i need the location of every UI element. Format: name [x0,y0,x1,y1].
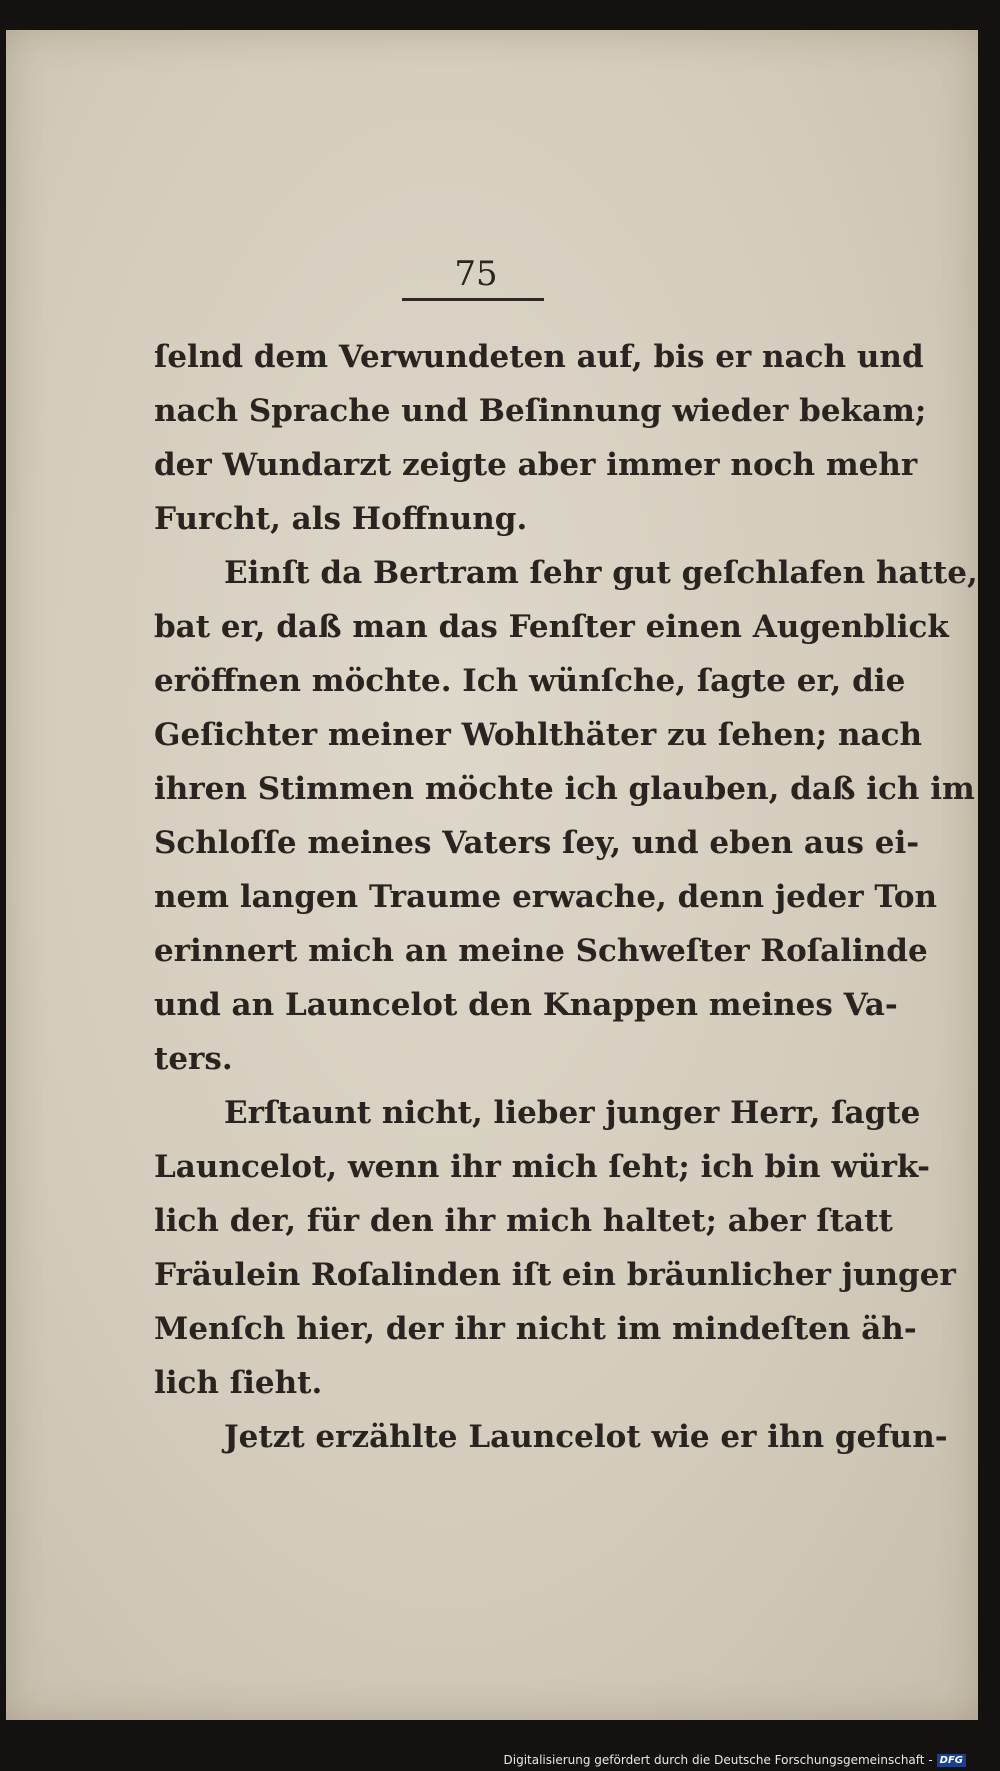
text-line: Geſichter meiner Wohlthäter zu ſehen; nach [154,717,923,753]
book-page [6,30,978,1720]
dfg-logo: DFG [937,1754,966,1767]
text-line: Einſt da Bertram ſehr gut geſchlafen hatte, [224,555,978,591]
text-line: nem langen Traume erwache, denn jeder Ton [154,879,938,915]
text-line: eröffnen möchte. Ich wünſche, ſagte er, die [154,663,906,699]
text-line: bat er, daß man das Fenſter einen Augenblick [154,609,949,645]
text-line: Schloſſe meines Vaters ſey, und eben aus ei- [154,825,920,861]
text-line: Menſch hier, der ihr nicht im mindeſten äh- [154,1311,917,1347]
page-number-rule [402,298,544,301]
text-line: Fräulein Roſalinden iſt ein bräunlicher junger [154,1257,956,1293]
page-number: 75 [454,254,498,294]
text-line: erinnert mich an meine Schweſter Roſalinde [154,933,928,969]
text-line: lich ſieht. [154,1365,323,1401]
text-line: ſelnd dem Verwundeten auf, bis er nach und [154,339,924,375]
text-line: lich der, für den ihr mich haltet; aber ſtatt [154,1203,893,1239]
text-line: nach Sprache und Beſinnung wieder bekam; [154,393,927,429]
text-line: ters. [154,1041,233,1077]
text-line: Jetzt erzählte Launcelot wie er ihn gefun- [224,1419,948,1455]
text-line: Launcelot, wenn ihr mich ſeht; ich bin würk- [154,1149,930,1185]
body-text [154,330,978,1464]
digitization-credit [504,1753,967,1767]
text-line: der Wundarzt zeigte aber immer noch mehr [154,447,918,483]
text-line: ihren Stimmen möchte ich glauben, daß ich im [154,771,975,807]
text-line: Furcht, als Hoffnung. [154,501,528,537]
text-line: Erſtaunt nicht, lieber junger Herr, ſagte [224,1095,921,1131]
credit-text: Digitalisierung gefördert durch die Deutsche Forschungsgemeinschaft - [503,1753,933,1767]
text-line: und an Launcelot den Knappen meines Va- [154,987,898,1023]
